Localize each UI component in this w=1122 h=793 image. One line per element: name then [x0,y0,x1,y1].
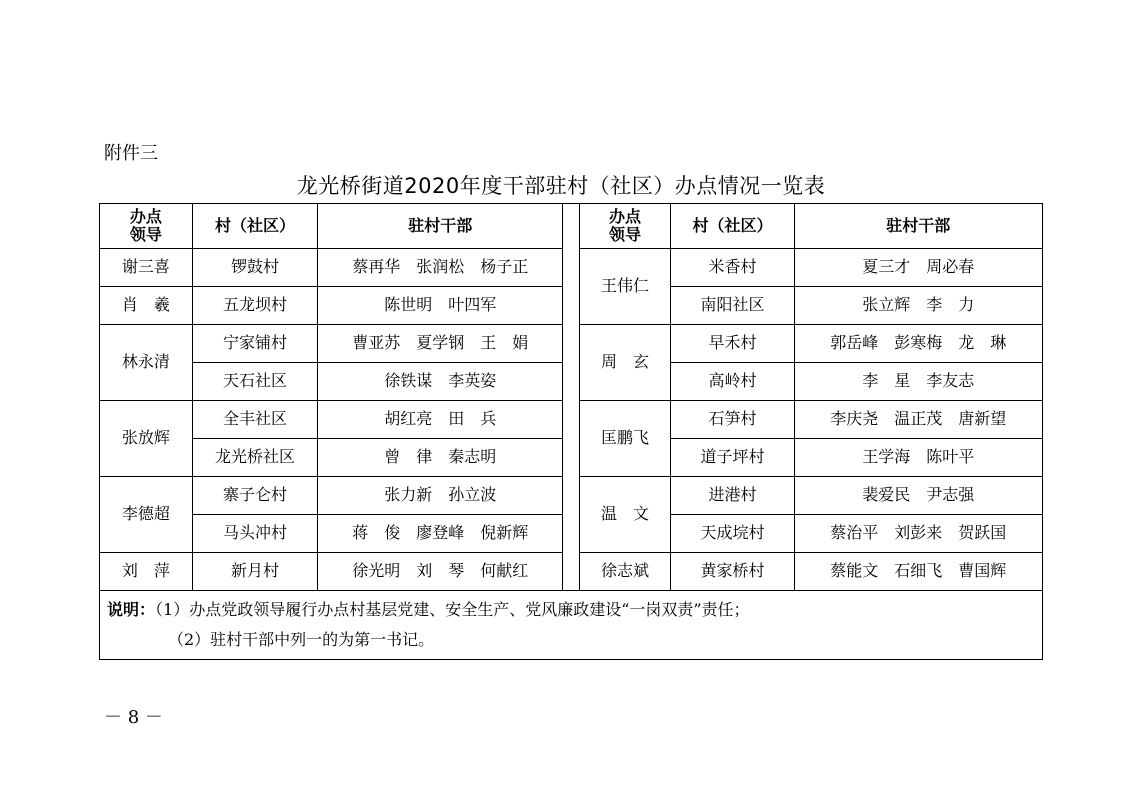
header-leader-left [100,204,193,249]
leader-cell: 刘 萍 [100,553,193,591]
cadres-cell: 蔡能文 石细飞 曹国辉 [794,553,1042,591]
village-cell: 宁家铺村 [192,325,317,363]
village-cell: 天成垸村 [671,515,794,553]
cadres-cell: 李庆尧 温正茂 唐新望 [794,401,1042,439]
village-cell: 新月村 [192,553,317,591]
cadres-cell: 张力新 孙立波 [318,477,563,515]
header-village-left: 村（社区） [192,204,317,249]
cadres-cell: 李 星 李友志 [794,363,1042,401]
note-line-1 [107,595,1042,625]
cadres-cell: 裴爱民 尹志强 [794,477,1042,515]
notes-row [100,591,1043,660]
header-village-right: 村（社区） [671,204,794,249]
cadres-cell: 蒋 俊 廖登峰 倪新辉 [318,515,563,553]
cadres-cell: 陈世明 叶四军 [318,287,563,325]
note-text-2: （2）驻村干部中列一的为第一书记。 [168,630,435,649]
leader-cell: 肖 羲 [100,287,193,325]
header-leader-top: 办点 [129,206,162,226]
cadres-cell: 蔡治平 刘彭来 贺跃国 [794,515,1042,553]
village-cell: 进港村 [671,477,794,515]
village-cell: 五龙坝村 [192,287,317,325]
header-leader-bottom: 领导 [608,225,641,244]
cadres-cell: 张立辉 李 力 [794,287,1042,325]
village-cell: 马头冲村 [192,515,317,553]
header-leader-top: 办点 [608,206,641,226]
header-cadres-left: 驻村干部 [318,204,563,249]
cadre-assignment-table [99,203,1043,660]
leader-cell: 匡鹏飞 [579,401,671,477]
leader-cell: 徐志斌 [579,553,671,591]
village-cell: 全丰社区 [192,401,317,439]
leader-cell: 温 文 [579,477,671,553]
header-cadres-right: 驻村干部 [794,204,1042,249]
leader-cell: 林永清 [100,325,193,401]
header-leader-right [579,204,671,249]
cadres-cell: 王学海 陈叶平 [794,439,1042,477]
page-title: 龙光桥街道2020年度干部驻村（社区）办点情况一览表 [296,174,826,198]
leader-cell: 王伟仁 [579,249,671,325]
note-text-1: （1）办点党政领导履行办点村基层党建、安全生产、党风廉政建设“一岗双责”责任； [155,600,750,619]
village-cell: 道子坪村 [671,439,794,477]
leader-cell: 张放辉 [100,401,193,477]
village-cell: 南阳社区 [671,287,794,325]
cadres-cell: 徐铁谋 李英姿 [318,363,563,401]
leader-cell: 谢三喜 [100,249,193,287]
cadres-cell: 曹亚苏 夏学钢 王 娟 [318,325,563,363]
village-cell: 龙光桥社区 [192,439,317,477]
attachment-label: 附件三 [104,143,158,164]
cadres-cell: 徐光明 刘 琴 何献红 [318,553,563,591]
village-cell: 高岭村 [671,363,794,401]
header-leader-bottom: 领导 [129,225,162,244]
cadres-cell: 郭岳峰 彭寒梅 龙 琳 [794,325,1042,363]
cadres-cell: 蔡再华 张润松 杨子正 [318,249,563,287]
village-cell: 石笋村 [671,401,794,439]
cadres-cell: 胡红亮 田 兵 [318,401,563,439]
village-cell: 寨子仑村 [192,477,317,515]
village-cell: 米香村 [671,249,794,287]
village-cell: 黄家桥村 [671,553,794,591]
cadres-cell: 曾 律 秦志明 [318,439,563,477]
notes-cell [100,591,1043,660]
leader-cell: 周 玄 [579,325,671,401]
column-gap [563,204,579,591]
village-cell: 早禾村 [671,325,794,363]
leader-cell: 李德超 [100,477,193,553]
village-cell: 天石社区 [192,363,317,401]
village-cell: 锣鼓村 [192,249,317,287]
cadres-cell: 夏三才 周必春 [794,249,1042,287]
page-number: － 8 － [104,707,163,728]
table-header-row [100,204,1043,249]
notes-label: 说明： [107,600,156,619]
